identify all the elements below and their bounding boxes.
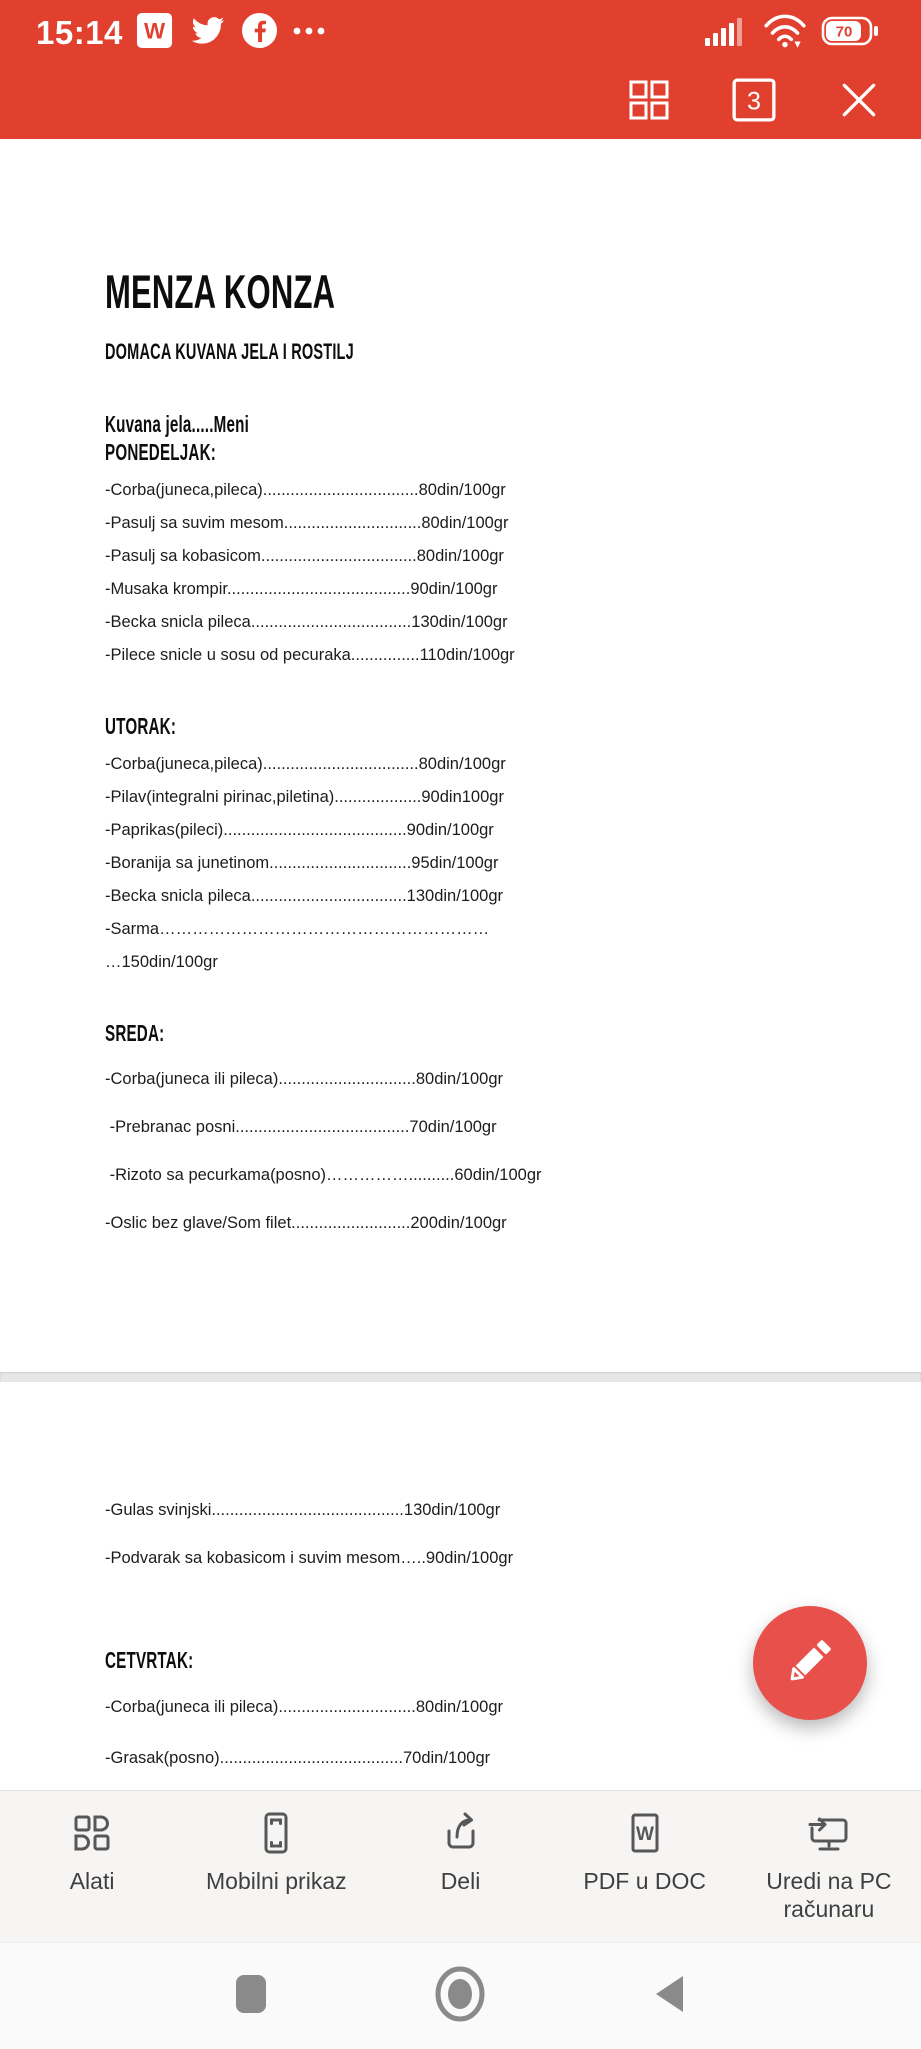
menu-item: -Podvarak sa kobasicom i suvim mesom…..90din/100gr bbox=[105, 1549, 514, 1567]
close-button[interactable] bbox=[835, 79, 883, 127]
menu-section-ponedeljak bbox=[105, 440, 921, 672]
grid-view-button[interactable] bbox=[625, 79, 673, 127]
menu-item: -Becka snicla pileca..................................130din/100gr bbox=[105, 887, 504, 905]
document-title: MENZA KONZA bbox=[105, 265, 336, 318]
menu-item: -Musaka krompir........................................90din/100gr bbox=[105, 580, 498, 598]
page-count-icon bbox=[731, 77, 777, 128]
page-break bbox=[0, 1372, 921, 1382]
toolbar-item-label: PDF u DOC bbox=[583, 1868, 707, 1894]
menu-item: -Oslic bez glave/Som filet..........................200din/100gr bbox=[105, 1214, 507, 1232]
edit-fab-button[interactable] bbox=[753, 1606, 867, 1720]
toolbar-item-mobilni-prikaz[interactable] bbox=[184, 1791, 368, 1942]
close-icon bbox=[836, 77, 882, 128]
section-heading: SREDA: bbox=[105, 1020, 165, 1046]
section-heading: CETVRTAK: bbox=[105, 1647, 194, 1673]
page-count-button[interactable] bbox=[730, 79, 778, 127]
signal-strength-icon bbox=[703, 14, 749, 53]
toolbar-item-pdf-u-doc[interactable] bbox=[553, 1791, 737, 1942]
svg-text:3: 3 bbox=[747, 87, 761, 116]
toolbar-item-alati[interactable] bbox=[0, 1791, 184, 1942]
menu-section-utorak bbox=[105, 714, 921, 979]
section-heading: UTORAK: bbox=[105, 713, 177, 739]
menu-item: -Rizoto sa pecurkama(posno)……………..........60din/100gr bbox=[105, 1166, 542, 1184]
toolbar-item-label: Deli bbox=[440, 1868, 481, 1894]
svg-text:W: W bbox=[635, 1824, 654, 1845]
grid-icon bbox=[628, 79, 670, 126]
menu-section-sreda bbox=[105, 1021, 921, 1247]
app-toolbar bbox=[0, 66, 921, 139]
menu-item: -Becka snicla pileca...................................130din/100gr bbox=[105, 613, 508, 631]
bottom-toolbar bbox=[0, 1790, 921, 1942]
wifi-icon bbox=[762, 13, 808, 54]
menu-item: -Prebranac posni......................................70din/100gr bbox=[105, 1118, 497, 1136]
twitter-icon bbox=[186, 13, 228, 54]
app-header bbox=[0, 0, 921, 139]
svg-text:W: W bbox=[143, 18, 165, 44]
status-bar bbox=[0, 0, 921, 66]
menu-intro: Kuvana jela.....Meni bbox=[105, 411, 250, 437]
menu-item: -Sarma…………………………………………………… bbox=[105, 920, 490, 938]
svg-text:70: 70 bbox=[835, 23, 853, 40]
home-button[interactable] bbox=[433, 1965, 487, 2028]
menu-item: -Grasak(posno)........................................70din/100gr bbox=[105, 1749, 491, 1767]
tools-icon bbox=[68, 1807, 116, 1859]
more-notifications-icon bbox=[291, 24, 327, 42]
toolbar-item-label: Alati bbox=[69, 1868, 115, 1894]
section-heading: PONEDELJAK: bbox=[105, 439, 216, 465]
share-icon bbox=[437, 1807, 485, 1859]
toolbar-item-uredi-na-pc[interactable] bbox=[737, 1791, 921, 1942]
menu-item: -Pasulj sa kobasicom..................................80din/100gr bbox=[105, 547, 504, 565]
menu-item: …150din/100gr bbox=[105, 953, 218, 971]
wps-app-icon bbox=[136, 12, 173, 54]
menu-item: -Paprikas(pileci)........................................90din/100gr bbox=[105, 821, 494, 839]
recents-button[interactable] bbox=[234, 1973, 268, 2020]
menu-item: -Corba(juneca,pileca)..................................80din/100gr bbox=[105, 755, 506, 773]
back-button[interactable] bbox=[652, 1973, 686, 2020]
menu-item: -Corba(juneca ili pileca)..............................80din/100gr bbox=[105, 1698, 504, 1716]
menu-item: -Corba(juneca ili pileca)..............................80din/100gr bbox=[105, 1070, 504, 1088]
battery-icon bbox=[821, 15, 879, 52]
menu-item: -Gulas svinjski..........................................130din/100gr bbox=[105, 1501, 501, 1519]
menu-item: -Pasulj sa suvim mesom..............................80din/100gr bbox=[105, 514, 509, 532]
toolbar-item-label: Uredi na PC računaru bbox=[766, 1868, 892, 1922]
facebook-icon bbox=[241, 12, 278, 54]
menu-item: -Boranija sa junetinom...............................95din/100gr bbox=[105, 854, 499, 872]
toolbar-item-label: Mobilni prikaz bbox=[206, 1868, 347, 1894]
toolbar-item-deli[interactable] bbox=[368, 1791, 552, 1942]
menu-item: -Pilav(integralni pirinac,piletina)...................90din100gr bbox=[105, 788, 504, 806]
status-time: 15:14 bbox=[36, 14, 123, 51]
document-viewport[interactable] bbox=[0, 139, 921, 1790]
edit-on-pc-icon bbox=[805, 1807, 853, 1859]
menu-item: -Pilece snicle u sosu od pecuraka...............110din/100gr bbox=[105, 646, 515, 664]
mobile-view-icon bbox=[252, 1807, 300, 1859]
document-page-2 bbox=[0, 1382, 921, 1790]
pencil-icon bbox=[783, 1634, 837, 1693]
pdf-to-doc-icon bbox=[621, 1807, 669, 1859]
android-nav-bar bbox=[0, 1942, 921, 2049]
document-subtitle: DOMACA KUVANA JELA I ROSTILJ bbox=[105, 339, 354, 364]
document-page-1 bbox=[0, 139, 921, 1372]
menu-item: -Corba(juneca,pileca)..................................80din/100gr bbox=[105, 481, 506, 499]
